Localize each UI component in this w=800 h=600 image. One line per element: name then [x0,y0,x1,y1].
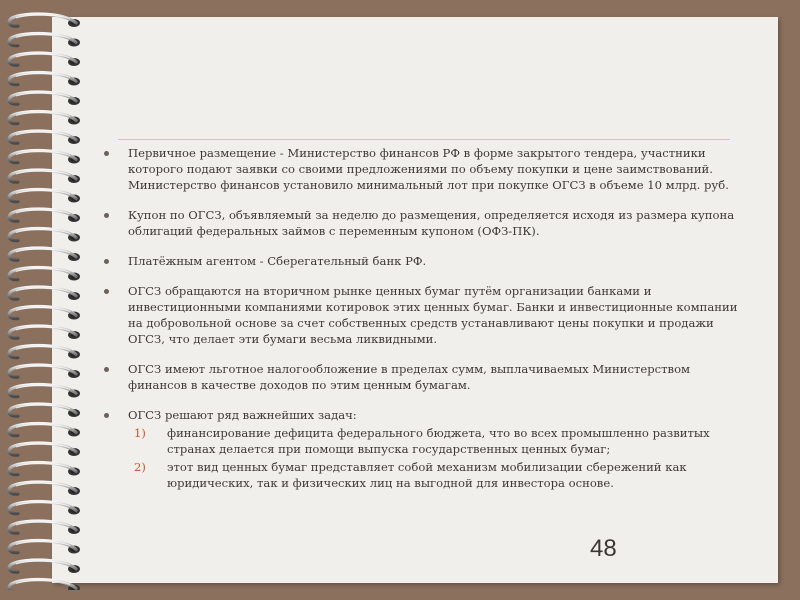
bullet-item [104,145,744,193]
numbered-subitem [104,459,744,491]
bullet-item [104,361,744,393]
spiral-ring-icon [9,560,80,573]
bullet-dot-icon [104,213,109,218]
bullet-dot-icon [104,151,109,156]
bullet-text: ОГСЗ обращаются на вторичном рынке ценных бумаг путём организации банками и инвестиционными компаниями котировок этих ценных бумаг. Банки и инвестиционные компании на добровольной основе за счет собственных средств устанавливают цены покупки и продажи ОГСЗ, что делает эти бумаги весьма ликвидными. [128,284,738,346]
spiral-ring-icon [9,189,80,202]
spiral-ring-icon [9,482,80,495]
spiral-ring-icon [9,306,80,319]
spiral-ring-icon [9,326,80,339]
spiral-ring-icon [9,345,80,358]
spiral-ring-icon [9,267,80,280]
spiral-ring-icon [9,170,80,183]
spiral-ring-icon [9,521,80,534]
spiral-ring-icon [9,501,80,514]
spiral-ring-icon [9,423,80,436]
page-number: 48 [590,535,617,562]
spiral-ring-icon [9,579,80,590]
spiral-ring-icon [9,150,80,163]
bullet-item [104,253,744,269]
spiral-ring-icon [9,53,80,66]
spiral-ring-icon [9,111,80,124]
title-divider [118,139,730,140]
spiral-ring-icon [9,443,80,456]
bullet-text: ОГСЗ решают ряд важнейших задач: [128,408,357,422]
spiral-ring-icon [9,33,80,46]
spiral-ring-icon [9,540,80,553]
bullet-dot-icon [104,413,109,418]
spiral-ring-icon [9,404,80,417]
spiral-ring-icon [9,365,80,378]
spiral-ring-icon [9,248,80,261]
bullet-dot-icon [104,259,109,264]
spiral-ring-icon [9,228,80,241]
subitem-text: этот вид ценных бумаг представляет собой механизм мобилизации сбережений как юридических, так и физических лиц на выгодной для инвестора основе. [167,460,687,490]
bullet-item [104,283,744,347]
spiral-ring-icon [9,287,80,300]
spiral-ring-icon [9,14,80,27]
numbered-subitem [104,425,744,457]
spiral-ring-icon [9,131,80,144]
subitem-number: 1) [134,426,146,440]
subitem-number: 2) [134,460,146,474]
spiral-ring-icon [9,72,80,85]
spiral-binding [4,10,84,590]
bullet-text: ОГСЗ имеют льготное налогообложение в пределах сумм, выплачиваемых Министерством финансов в качестве доходов по этим ценным бумагам. [128,362,691,392]
spiral-ring-icon [9,92,80,105]
spiral-ring-icon [9,462,80,475]
subitem-text: финансирование дефицита федерального бюджета, что во всех промышленно развитых странах делается при помощи выпуска государственных ценных бумаг; [167,426,710,456]
bullet-list [104,145,744,493]
bullet-item [104,207,744,239]
bullet-item [104,407,744,423]
bullet-text: Платёжным агентом - Сберегательный банк РФ. [128,254,427,268]
spiral-ring-icon [9,384,80,397]
bullet-text: Купон по ОГСЗ, объявляемый за неделю до размещения, определяется исходя из размера купона облигаций федеральных займов с переменным купоном (ОФЗ-ПК). [128,208,735,238]
bullet-dot-icon [104,367,109,372]
spiral-ring-icon [9,209,80,222]
bullet-text: Первичное размещение - Министерство финансов РФ в форме закрытого тендера, участники которого подают заявки со своими предложениями по объему покупки и цене заимствований. Министерство финансов установило минимальный лот при покупке ОГСЗ в объеме 10 млрд. руб. [128,146,729,192]
bullet-dot-icon [104,289,109,294]
